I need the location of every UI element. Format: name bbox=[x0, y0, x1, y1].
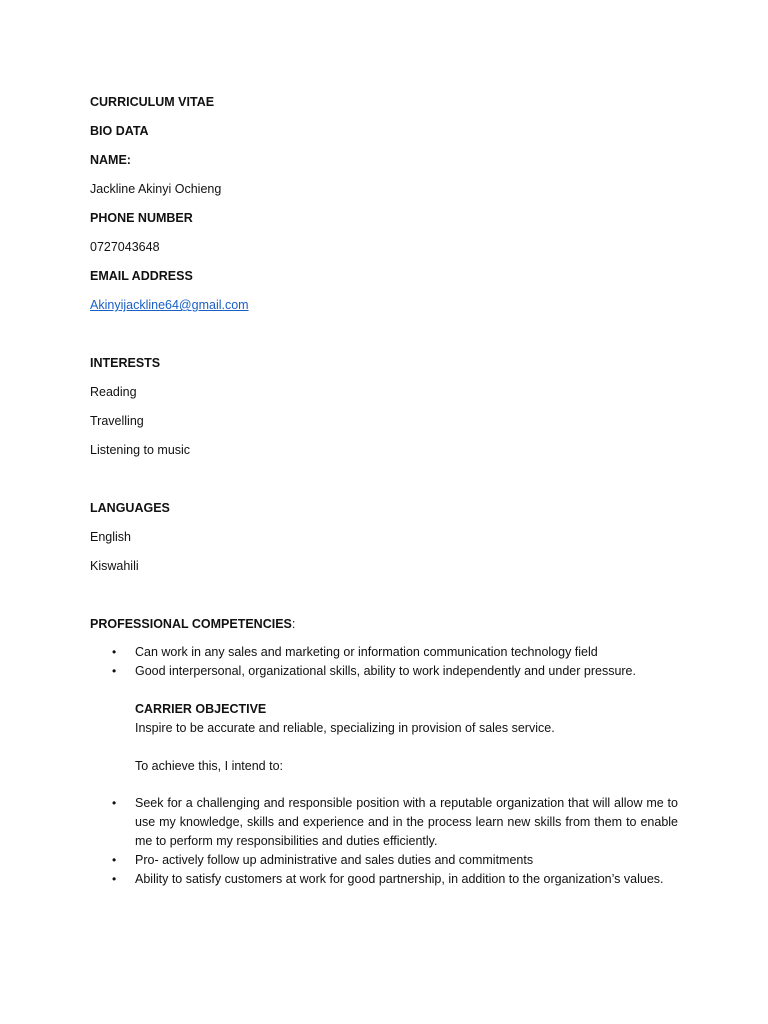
spacer bbox=[90, 587, 678, 616]
competency-text: Good interpersonal, organizational skills, ability to work independently and under pressure. bbox=[135, 664, 636, 678]
spacer bbox=[90, 681, 678, 700]
interest-item: Reading bbox=[90, 385, 137, 399]
list-item bbox=[90, 662, 678, 681]
list-item bbox=[90, 870, 678, 889]
spacer bbox=[90, 776, 678, 794]
bullet-icon: • bbox=[112, 872, 117, 886]
phone-value: 0727043648 bbox=[90, 240, 160, 254]
document-title: CURRICULUM VITAE bbox=[90, 95, 215, 109]
interest-item: Travelling bbox=[90, 414, 144, 428]
objective-item-text: Pro- actively follow up administrative and sales duties and commitments bbox=[135, 853, 534, 867]
name-label: NAME: bbox=[90, 153, 131, 167]
list-item bbox=[90, 643, 678, 662]
interests-heading: INTERESTS bbox=[90, 356, 161, 370]
competencies-heading: PROFESSIONAL COMPETENCIES bbox=[90, 617, 292, 631]
competencies-list bbox=[90, 643, 678, 681]
competencies-heading-colon: : bbox=[291, 617, 296, 631]
competency-text: Can work in any sales and marketing or information communication technology field bbox=[135, 645, 598, 659]
phone-label: PHONE NUMBER bbox=[90, 211, 193, 225]
objective-intro: To achieve this, I intend to: bbox=[135, 759, 284, 773]
competencies-heading-row bbox=[90, 616, 678, 633]
objective-item-text: Seek for a challenging and responsible position with a reputable organization that will allow me to use my knowledge, skills and experience and in the process learn new skills from them to enable me to perform my responsibilities and duties efficiently. bbox=[135, 796, 678, 848]
bio-data-heading: BIO DATA bbox=[90, 124, 149, 138]
spacer bbox=[90, 738, 678, 757]
languages-heading: LANGUAGES bbox=[90, 501, 170, 515]
list-item bbox=[90, 794, 678, 851]
bullet-icon: • bbox=[112, 853, 117, 867]
cv-document bbox=[90, 94, 678, 889]
bullet-icon: • bbox=[112, 664, 117, 678]
objective-item-text: Ability to satisfy customers at work for good partnership, in addition to the organization’s values. bbox=[135, 872, 664, 886]
bullet-icon: • bbox=[112, 645, 117, 659]
objective-list bbox=[90, 794, 678, 889]
objective-heading: CARRIER OBJECTIVE bbox=[135, 702, 267, 716]
interest-item: Listening to music bbox=[90, 443, 191, 457]
spacer bbox=[90, 326, 678, 355]
email-link[interactable]: Akinyijackline64@gmail.com bbox=[90, 298, 249, 312]
language-item: Kiswahili bbox=[90, 559, 139, 573]
email-row bbox=[90, 297, 678, 314]
spacer bbox=[90, 471, 678, 500]
name-value: Jackline Akinyi Ochieng bbox=[90, 182, 222, 196]
language-item: English bbox=[90, 530, 131, 544]
email-label: EMAIL ADDRESS bbox=[90, 269, 193, 283]
objective-statement: Inspire to be accurate and reliable, specializing in provision of sales service. bbox=[135, 721, 555, 735]
list-item bbox=[90, 851, 678, 870]
bullet-icon: • bbox=[112, 796, 117, 810]
